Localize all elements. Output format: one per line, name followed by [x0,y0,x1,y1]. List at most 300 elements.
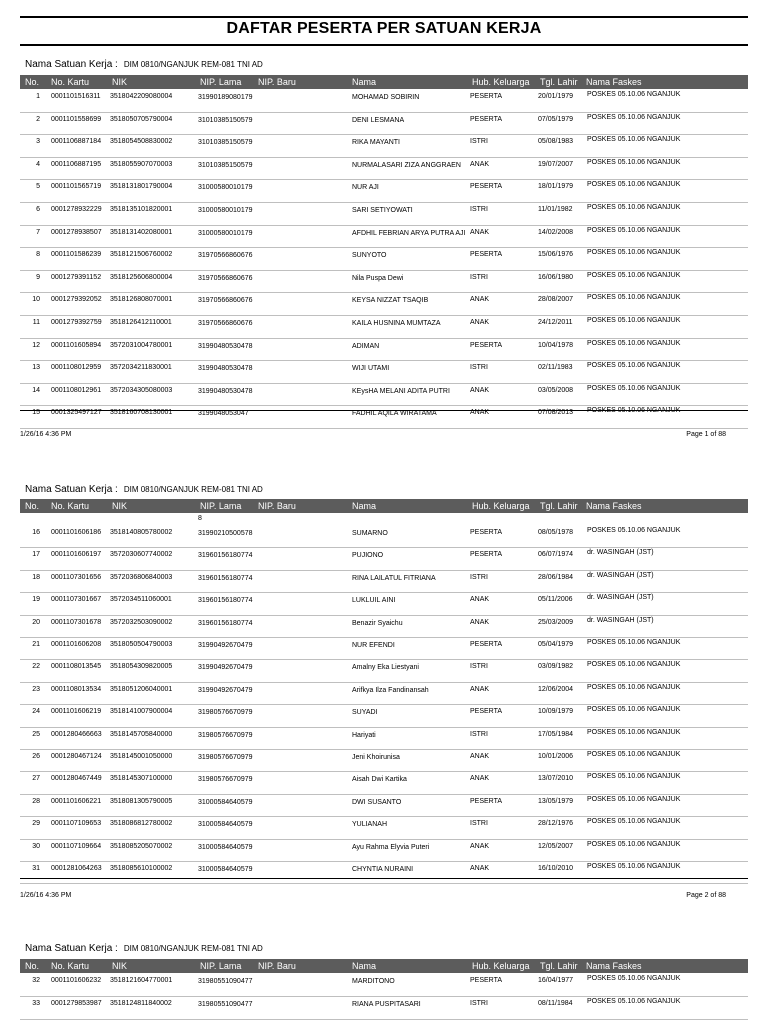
faskes-cell: POSKES 05.10.06 NGANJUK [587,527,681,534]
hub-keluarga-cell: ISTRI [470,730,488,738]
nama-cell: Aisah Dwi Kartika [352,776,407,784]
tgl-lahir-cell: 05/08/1983 [538,138,574,146]
no-kartu-cell: 0001101605894 [51,341,102,349]
row-number: 12 [32,341,40,349]
faskes-cell: POSKES 05.10.06 NGANJUK [587,294,681,302]
hub-keluarga-cell: PESERTA [470,341,503,349]
faskes-cell: POSKES 05.10.06 NGANJUK [587,751,681,758]
nik-cell: 3518054508830002 [110,138,173,146]
nik-cell: 3518054309820005 [110,663,173,671]
nip-lama-cell: 31000584640579 [198,843,253,851]
nip-lama-cell: 31990492670479 [198,642,253,649]
row-number: 23 [32,685,40,693]
nama-cell: KEysHA MELANI ADITA PUTRI [352,387,450,395]
tgl-lahir-cell: 07/05/1979 [538,115,574,123]
table-row [20,339,748,362]
col-header-tgl-lahir: Tgl. Lahir [540,501,578,511]
hub-keluarga-cell: ANAK [470,865,490,872]
nama-cell: NUR EFENDI [352,642,395,649]
nip-lama-cell: 31990189080179 [198,94,253,101]
tgl-lahir-cell: 06/07/1974 [538,551,574,559]
no-kartu-cell: 0001280466663 [51,730,102,738]
tgl-lahir-cell: 16/04/1977 [538,977,574,984]
satuan-kerja-value: DIM 0810/NGANJUK REM-081 TNI AD [123,60,263,69]
document-title: DAFTAR PESERTA PER SATUAN KERJA [226,20,542,37]
table-row [20,683,748,705]
no-kartu-cell: 0001108012959 [51,364,102,372]
report-page-3 [20,943,748,1024]
table-row [20,316,748,339]
col-header-nama: Nama [352,961,377,971]
no-kartu-cell: 0001101606219 [51,708,102,716]
col-header-nama-faskes: Nama Faskes [586,77,642,87]
col-header-hub-keluarga: Hub. Keluarga [472,501,530,511]
nik-cell: 3518085610100002 [110,865,173,872]
hub-keluarga-cell: ANAK [470,618,490,626]
nip-lama-cell: 31990492670479 [198,686,253,694]
no-kartu-cell: 0001325497127 [51,409,102,417]
tgl-lahir-cell: 08/05/1978 [538,529,574,536]
nik-cell: 3572032503090002 [110,618,173,626]
tgl-lahir-cell: 24/12/2011 [538,319,573,326]
col-header-nik: NIK [112,501,128,511]
nik-cell: 3572030607740002 [110,551,173,559]
table-row [20,248,748,271]
faskes-cell: POSKES 05.10.06 NGANJUK [587,113,681,121]
nik-cell: 3518050705790004 [110,115,173,123]
faskes-cell: POSKES 05.10.06 NGANJUK [587,181,681,189]
hub-keluarga-cell: PESERTA [470,708,503,716]
tgl-lahir-cell: 12/05/2007 [538,842,574,850]
nama-cell: Hariyati [352,731,376,739]
nip-lama-cell: 31980576670979 [198,731,253,739]
col-header-nip-lama: NIP. Lama [200,501,242,511]
nip-lama-cell: 31980576670979 [198,776,253,784]
faskes-cell: POSKES 05.10.06 NGANJUK [587,728,681,736]
no-kartu-cell: 0001101606221 [51,797,102,805]
row-number: 6 [36,206,40,213]
hub-keluarga-cell: ANAK [470,319,490,326]
no-kartu-cell: 0001101606197 [51,551,102,559]
nama-cell: DENI LESMANA [352,116,405,124]
faskes-cell: dr. WASINGAH (JST) [587,571,654,579]
satuan-kerja-header [25,484,263,495]
tgl-lahir-cell: 18/01/1979 [538,183,574,191]
col-header-nip-baru: NIP. Baru [258,501,296,511]
hub-keluarga-cell: ANAK [470,409,490,417]
title-bottom-rule [20,44,748,46]
nama-cell: WIJI UTAMI [352,365,390,373]
table-row [20,293,748,316]
footer-page: Page 2 of 88 [686,892,726,899]
row-number: 11 [32,319,40,326]
nik-cell: 3518055907070003 [110,160,173,168]
tgl-lahir-cell: 17/05/1984 [538,730,574,738]
hub-keluarga-cell: PESERTA [470,551,503,559]
row-number: 13 [32,364,40,372]
faskes-cell: dr. WASINGAH (JST) [587,549,654,557]
nik-cell: 3572034211830001 [110,364,172,372]
footer-date: 1/26/16 4:36 PM [20,892,72,899]
row-number: 10 [32,296,40,304]
nama-cell: SARI SETIYOWATI [352,207,413,214]
nama-cell: FADHIL AQILA WIRATAMA [352,410,437,418]
no-kartu-cell: 0001280467124 [51,753,102,760]
row-number: 25 [32,730,40,738]
nip-lama-cell: 31990480530478 [198,365,253,373]
row-number: 4 [36,160,40,168]
table-row [20,750,748,772]
no-kartu-cell: 0001278938507 [51,228,102,236]
hub-keluarga-cell: ISTRI [470,206,488,213]
nip-lama-cell: 31980576670979 [198,709,253,717]
nik-cell: 3518140805780002 [110,529,173,536]
col-header-no: No. [25,961,40,971]
row-number: 7 [36,228,40,236]
faskes-cell: POSKES 05.10.06 NGANJUK [587,204,681,211]
faskes-cell: POSKES 05.10.06 NGANJUK [587,362,681,370]
row-number: 17 [32,551,40,559]
faskes-cell: POSKES 05.10.06 NGANJUK [587,773,681,781]
col-header-nip-lama: NIP. Lama [200,77,242,87]
nama-cell: KAILA HUSNINA MUMTAZA [352,320,441,327]
nama-cell: NUR AJI [352,184,379,192]
col-header-nama: Nama [352,77,377,87]
row-number: 16 [32,529,40,536]
faskes-cell: POSKES 05.10.06 NGANJUK [587,706,681,714]
row-number: 33 [32,1000,40,1007]
satuan-kerja-label: Nama Satuan Kerja : [25,943,118,954]
col-header-nip-baru: NIP. Baru [258,77,296,87]
table-row [20,384,748,407]
faskes-cell: POSKES 05.10.06 NGANJUK [587,249,681,257]
hub-keluarga-cell: PESERTA [470,183,503,191]
satuan-kerja-value: DIM 0810/NGANJUK REM-081 TNI AD [123,944,263,953]
hub-keluarga-cell: PESERTA [470,529,503,536]
nip-lama-cell: 31000580010179 [198,229,253,237]
row-number: 30 [32,842,40,850]
tgl-lahir-cell: 05/04/1979 [538,641,574,648]
table-header [20,499,748,513]
tgl-lahir-cell: 03/05/2008 [538,386,574,394]
table-row [20,135,748,158]
row-number: 26 [32,753,40,760]
tgl-lahir-cell: 19/07/2007 [538,160,574,168]
nip-lama-cell: 31960156180774 [198,597,253,605]
tgl-lahir-cell: 10/01/2006 [538,753,574,760]
nip-lama-cell: 31970566860676 [198,252,253,260]
col-header-tgl-lahir: Tgl. Lahir [540,77,578,87]
faskes-cell: POSKES 05.10.06 NGANJUK [587,998,681,1005]
row-number: 5 [36,183,40,191]
col-header-nama-faskes: Nama Faskes [586,501,642,511]
no-kartu-cell: 0001281064263 [51,865,102,872]
tgl-lahir-cell: 05/11/2006 [538,596,573,604]
nama-cell: PUJIONO [352,552,384,560]
nik-cell: 3518126412110001 [110,319,172,326]
nama-cell: Amalny Eka Liestyani [352,664,419,672]
nip-lama-cell: 31970566860676 [198,274,253,282]
nip-lama-cell: 31960156180774 [198,619,253,627]
row-number: 22 [32,663,40,671]
table-header [20,75,748,89]
nama-cell: NURMALASARI ZIZA ANGGRAEN [352,161,461,169]
nik-cell: 3518135101820001 [110,206,173,213]
row-number: 15 [32,409,40,417]
row-number: 20 [32,618,40,626]
row-number: 19 [32,596,40,604]
satuan-kerja-header [25,59,263,70]
table-row [20,526,748,548]
no-kartu-cell: 0001107109664 [51,842,102,850]
no-kartu-cell: 0001101606186 [51,529,102,536]
page-end-rule [20,410,748,411]
col-header-no-kartu: No. Kartu [51,961,90,971]
col-header-no: No. [25,77,40,87]
row-number: 14 [32,386,40,394]
no-kartu-cell: 0001101565719 [51,183,102,191]
tgl-lahir-cell: 16/06/1980 [538,273,574,281]
nip-lama-cell: 31970566860676 [198,297,253,305]
nip-lama-cell: 31990480530478 [198,342,253,350]
continuation-digit: 8 [198,515,202,522]
nik-cell: 3518085205070002 [110,842,173,850]
footer-date: 1/26/16 4:36 PM [20,431,72,438]
faskes-cell: POSKES 05.10.06 NGANJUK [587,158,681,166]
nama-cell: SUYADI [352,709,378,717]
tgl-lahir-cell: 13/07/2010 [538,775,574,783]
nama-cell: MARDITONO [352,978,395,985]
nik-cell: 3518125606800004 [110,273,173,281]
report-page-2 [20,484,748,909]
table-row [20,840,748,862]
nama-cell: Arifkya Ilza Fandinansah [352,686,429,694]
hub-keluarga-cell: ISTRI [470,820,488,828]
no-kartu-cell: 0001106887184 [51,138,102,146]
hub-keluarga-cell: ISTRI [470,663,488,671]
hub-keluarga-cell: ISTRI [470,273,488,281]
no-kartu-cell: 0001108012961 [51,386,102,394]
table-row [20,616,748,638]
table-row [20,772,748,794]
faskes-cell: POSKES 05.10.06 NGANJUK [587,683,681,691]
nip-lama-cell: 31980576670979 [198,754,253,761]
faskes-cell: POSKES 05.10.06 NGANJUK [587,91,681,98]
table-row [20,728,748,750]
no-kartu-cell: 0001107109653 [51,820,102,828]
nip-lama-cell: 31000584640579 [198,798,253,806]
hub-keluarga-cell: ANAK [470,753,490,760]
nik-cell: 3572031004780001 [110,341,173,349]
nik-cell: 3518131801790004 [110,183,173,191]
tgl-lahir-cell: 28/12/1976 [538,820,574,828]
nik-cell: 3518145307100000 [110,775,173,783]
no-kartu-cell: 0001101606208 [51,641,102,648]
row-number: 2 [36,115,40,123]
table-row [20,660,748,682]
nik-cell: 3572036806840003 [110,573,173,581]
tgl-lahir-cell: 07/08/2013 [538,409,574,417]
table-row [20,974,748,997]
nama-cell: SUMARNO [352,530,388,537]
nama-cell: RINA LAILATUL FITRIANA [352,574,436,582]
no-kartu-cell: 0001101558699 [51,115,102,123]
hub-keluarga-cell: ISTRI [470,573,488,581]
satuan-kerja-header [25,943,263,954]
nip-lama-cell: 31000584640579 [198,866,253,873]
hub-keluarga-cell: PESERTA [470,641,503,648]
faskes-cell: POSKES 05.10.06 NGANJUK [587,317,681,324]
faskes-cell: POSKES 05.10.06 NGANJUK [587,407,681,415]
tgl-lahir-cell: 20/01/1979 [538,93,574,100]
faskes-cell: POSKES 05.10.06 NGANJUK [587,661,681,669]
col-header-no-kartu: No. Kartu [51,501,90,511]
nik-cell: 3518131402080001 [110,228,173,236]
table-row [20,158,748,181]
no-kartu-cell: 0001279392052 [51,296,102,304]
hub-keluarga-cell: ANAK [470,842,490,850]
nip-lama-cell: 31980551090477 [198,978,253,985]
hub-keluarga-cell: ANAK [470,296,490,304]
col-header-nik: NIK [112,961,128,971]
faskes-cell: POSKES 05.10.06 NGANJUK [587,339,681,347]
nik-cell: 3518051206040001 [110,685,173,693]
tgl-lahir-cell: 14/02/2008 [538,228,574,236]
report-page-1 [20,59,748,444]
col-header-no: No. [25,501,40,511]
row-number: 32 [32,977,40,984]
satuan-kerja-label: Nama Satuan Kerja : [25,59,118,70]
nip-lama-cell: 31010385150579 [198,139,253,147]
faskes-cell: dr. WASINGAH (JST) [587,594,654,602]
no-kartu-cell: 0001108013545 [51,663,102,671]
no-kartu-cell: 0001101516311 [51,93,101,100]
table-row [20,997,748,1020]
nik-cell: 3518121506760002 [110,251,173,259]
row-number: 18 [32,573,40,581]
nip-lama-cell: 31960156180774 [198,574,253,582]
hub-keluarga-cell: ISTRI [470,1000,488,1007]
hub-keluarga-cell: PESERTA [470,977,503,984]
nip-lama-cell: 31970566860676 [198,320,253,327]
table-row [20,361,748,384]
tgl-lahir-cell: 15/06/1976 [538,251,574,259]
table-row [20,571,748,593]
hub-keluarga-cell: ISTRI [470,364,488,372]
footer-page: Page 1 of 88 [686,431,726,438]
nik-cell: 3518086812780002 [110,820,173,828]
row-number: 21 [32,641,40,648]
tgl-lahir-cell: 10/04/1978 [538,341,574,349]
tgl-lahir-cell: 10/09/1979 [538,708,574,716]
no-kartu-cell: 0001106887195 [51,160,102,168]
satuan-kerja-value: DIM 0810/NGANJUK REM-081 TNI AD [123,485,263,494]
tgl-lahir-cell: 08/11/1984 [538,1000,573,1007]
row-number: 27 [32,775,40,783]
faskes-cell: POSKES 05.10.06 NGANJUK [587,639,681,646]
nama-cell: YULIANAH [352,821,388,829]
hub-keluarga-cell: PESERTA [470,93,503,100]
faskes-cell: dr. WASINGAH (JST) [587,616,654,624]
table-row [20,226,748,249]
nama-cell: SUNYOTO [352,252,387,260]
no-kartu-cell: 0001279391152 [51,273,102,281]
hub-keluarga-cell: PESERTA [470,797,503,805]
row-number: 8 [36,251,40,259]
nik-cell: 3518042209080004 [110,93,173,100]
nip-lama-cell: 31980551090477 [198,1001,253,1008]
satuan-kerja-label: Nama Satuan Kerja : [25,484,118,495]
nik-cell: 3518145705840000 [110,730,173,738]
tgl-lahir-cell: 25/03/2009 [538,618,574,626]
nama-cell: ADIMAN [352,342,380,350]
nip-lama-cell: 3199048053047 [198,410,249,418]
table-row [20,90,748,113]
col-header-tgl-lahir: Tgl. Lahir [540,961,578,971]
row-number: 31 [32,865,40,872]
hub-keluarga-cell: ANAK [470,160,490,168]
nama-cell: Nila Puspa Dewi [352,274,404,282]
nik-cell: 3572034305080003 [110,386,173,394]
nik-cell: 3518160708130001 [110,409,173,417]
nama-cell: Benazir Syaichu [352,619,403,627]
table-row [20,795,748,817]
no-kartu-cell: 0001278932229 [51,206,102,213]
table-row [20,593,748,615]
nik-cell: 3518126808070001 [110,296,173,304]
no-kartu-cell: 0001279853987 [51,1000,102,1007]
nip-lama-cell: 31000584640579 [198,821,253,829]
nama-cell: AFDHIL FEBRIAN ARYA PUTRA AJI [352,229,466,237]
nip-lama-cell: 31960156180774 [198,552,253,560]
nama-cell: KEYSA NIZZAT TSAQIB [352,297,429,305]
no-kartu-cell: 0001279392759 [51,319,102,326]
row-number: 9 [36,273,40,281]
nik-cell: 3518050504790003 [110,641,173,648]
col-header-nip-baru: NIP. Baru [258,961,296,971]
faskes-cell: POSKES 05.10.06 NGANJUK [587,795,681,803]
nama-cell: RIANA PUSPITASARI [352,1001,421,1008]
tgl-lahir-cell: 11/01/1982 [538,206,573,213]
nama-cell: Ayu Rahma Elyvia Puteri [352,843,430,851]
tgl-lahir-cell: 28/08/2007 [538,296,574,304]
nip-lama-cell: 31010385150579 [198,161,253,169]
faskes-cell: POSKES 05.10.06 NGANJUK [587,975,681,982]
nik-cell: 3518121604770001 [110,977,173,984]
nip-lama-cell: 31990480530478 [198,387,253,395]
no-kartu-cell: 0001107301656 [51,573,102,581]
row-number: 28 [32,797,40,805]
hub-keluarga-cell: ANAK [470,228,490,236]
table-row [20,638,748,660]
faskes-cell: POSKES 05.10.06 NGANJUK [587,863,681,870]
no-kartu-cell: 0001108013534 [51,685,102,693]
col-header-hub-keluarga: Hub. Keluarga [472,961,530,971]
table-row [20,862,748,884]
col-header-nik: NIK [112,77,128,87]
nama-cell: CHYNTIA NURAINI [352,866,414,873]
no-kartu-cell: 0001101606232 [51,977,102,984]
row-number: 29 [32,820,40,828]
faskes-cell: POSKES 05.10.06 NGANJUK [587,136,681,144]
no-kartu-cell: 0001107301667 [51,596,102,604]
nama-cell: RIKA MAYANTI [352,139,400,147]
tgl-lahir-cell: 12/06/2004 [538,685,574,693]
row-number: 1 [36,93,40,100]
table-row [20,548,748,570]
table-row [20,203,748,226]
hub-keluarga-cell: ANAK [470,596,490,604]
